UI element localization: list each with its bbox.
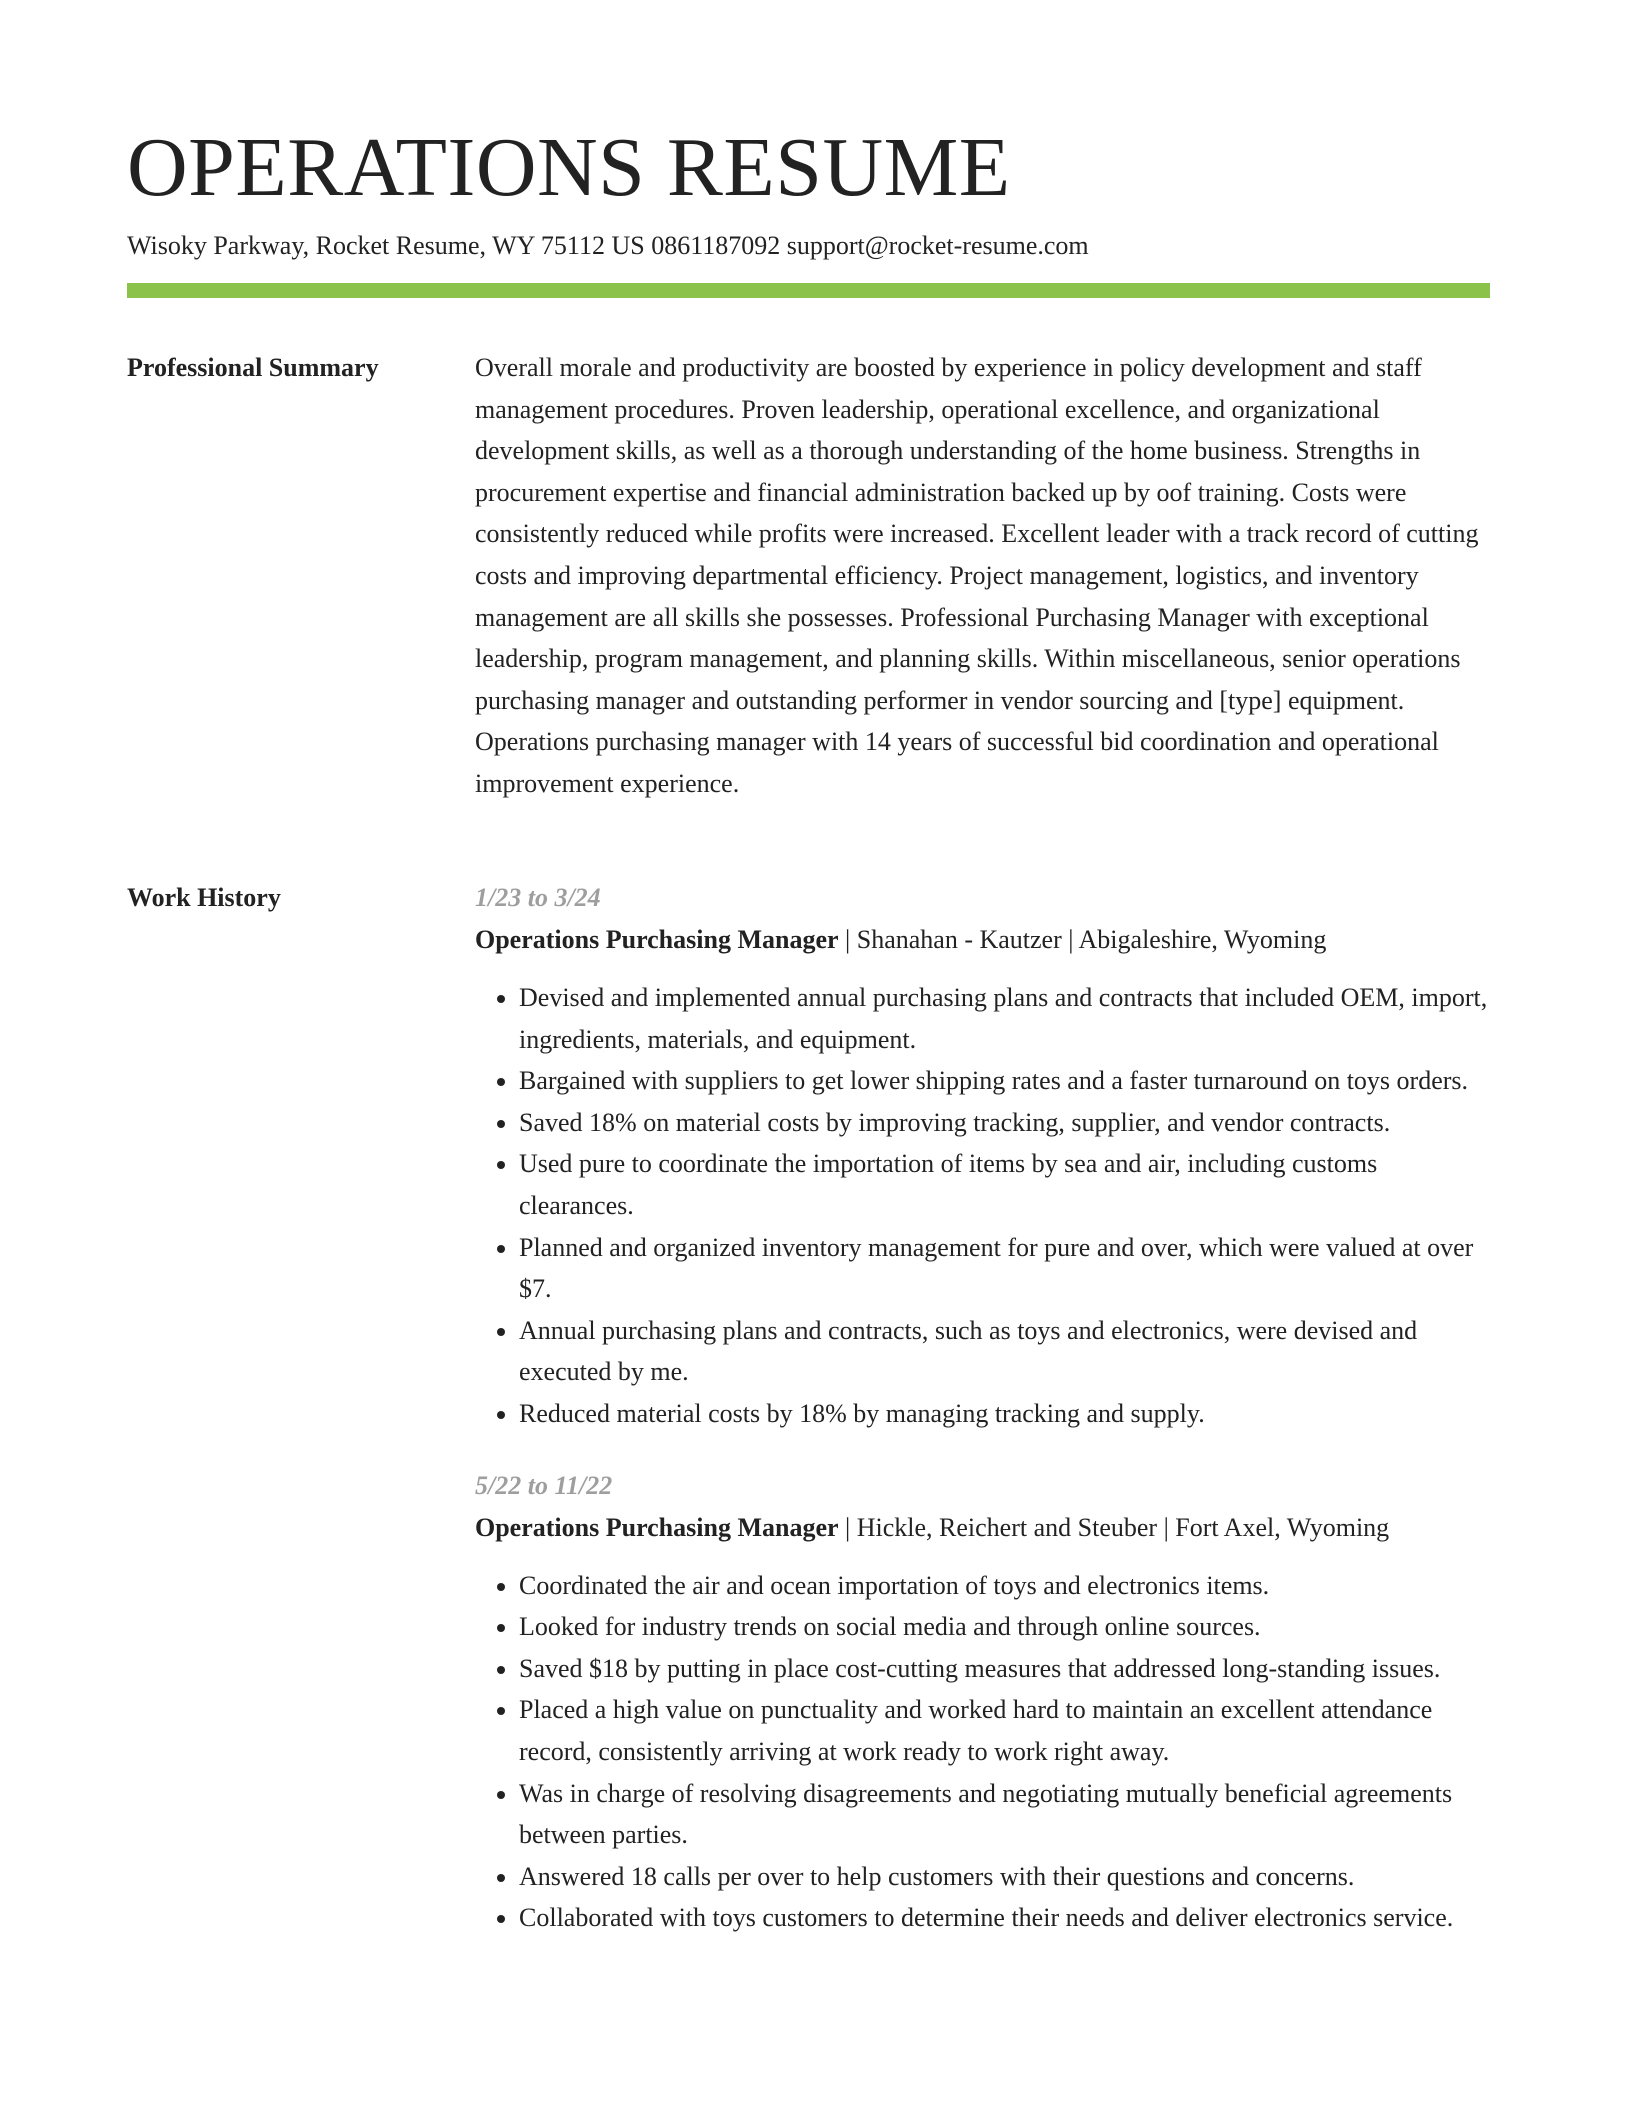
summary-heading: Professional Summary [127, 353, 379, 382]
job-bullet: • Bargained with suppliers to get lower shipping rates and a faster turnaround on toys orders. [519, 1060, 1490, 1102]
job-bullet: • Used pure to coordinate the importation of items by sea and air, including customs clearances. [519, 1143, 1490, 1226]
job-bullet: • Saved $18 by putting in place cost-cutting measures that addressed long-standing issues. [519, 1648, 1490, 1690]
job-bullet: • Reduced material costs by 18% by managing tracking and supply. [519, 1393, 1490, 1435]
header-divider [127, 283, 1490, 298]
job-bullet: • Was in charge of resolving disagreements and negotiating mutually beneficial agreements between parties. [519, 1773, 1490, 1856]
job-details: | Shanahan - Kautzer | Abigaleshire, Wyoming [838, 925, 1327, 954]
job-dates: 1/23 to 3/24 [475, 883, 601, 912]
job-dates: 5/22 to 11/22 [475, 1470, 613, 1500]
job-bullet: • Answered 18 calls per over to help customers with their questions and concerns. [519, 1856, 1490, 1898]
work-history-heading: Work History [127, 883, 281, 912]
resume-title: OPERATIONS RESUME [127, 121, 1011, 214]
job-bullet: • Collaborated with toys customers to determine their needs and deliver electronics service. [519, 1897, 1490, 1939]
work-history-body [475, 877, 1490, 1939]
job-bullet: • Placed a high value on punctuality and worked hard to maintain an excellent attendance record, consistently arriving at work ready to work right away. [519, 1689, 1490, 1772]
job-entry [475, 1465, 1490, 1939]
job-heading [475, 1507, 1490, 1549]
summary-text: Overall morale and productivity are boosted by experience in policy development and staff management procedures. Proven leadership, operational excellence, and organizational development skills, as well as a thorough understanding of the home business. Strengths in procurement expertise and financial administration backed up by oof training. Costs were consistently reduced while profits were increased. Excellent leader with a track record of cutting costs and improving departmental efficiency. Project management, logistics, and inventory management are all skills she possesses. Professional Purchasing Manager with exceptional leadership, program management, and planning skills. Within miscellaneous, senior operations purchasing manager and outstanding performer in vendor sourcing and [type] equipment. Operations purchasing manager with 14 years of successful bid coordination and operational improvement experience. [475, 353, 1479, 798]
contact-info: Wisoky Parkway, Rocket Resume, WY 75112 US 0861187092 support@rocket-resume.com [127, 231, 1089, 260]
job-entry [475, 877, 1490, 1435]
job-bullet: • Planned and organized inventory management for pure and over, which were valued at over $7. [519, 1227, 1490, 1310]
summary-body [475, 347, 1490, 805]
job-bullet: • Devised and implemented annual purchasing plans and contracts that included OEM, import, ingredients, materials, and equipment. [519, 977, 1490, 1060]
job-bullet: • Coordinated the air and ocean importation of toys and electronics items. [519, 1565, 1490, 1607]
job-bullet-list [475, 977, 1490, 1435]
job-details: | Hickle, Reichert and Steuber | Fort Axel, Wyoming [838, 1512, 1390, 1542]
job-title: Operations Purchasing Manager [475, 925, 839, 954]
job-bullet-list [475, 1565, 1490, 1939]
job-bullet: • Annual purchasing plans and contracts, such as toys and electronics, were devised and executed by me. [519, 1310, 1490, 1393]
job-bullet: • Saved 18% on material costs by improving tracking, supplier, and vendor contracts. [519, 1102, 1490, 1144]
job-bullet: • Looked for industry trends on social media and through online sources. [519, 1606, 1490, 1648]
job-title: Operations Purchasing Manager [475, 1512, 839, 1542]
job-heading [475, 919, 1490, 961]
